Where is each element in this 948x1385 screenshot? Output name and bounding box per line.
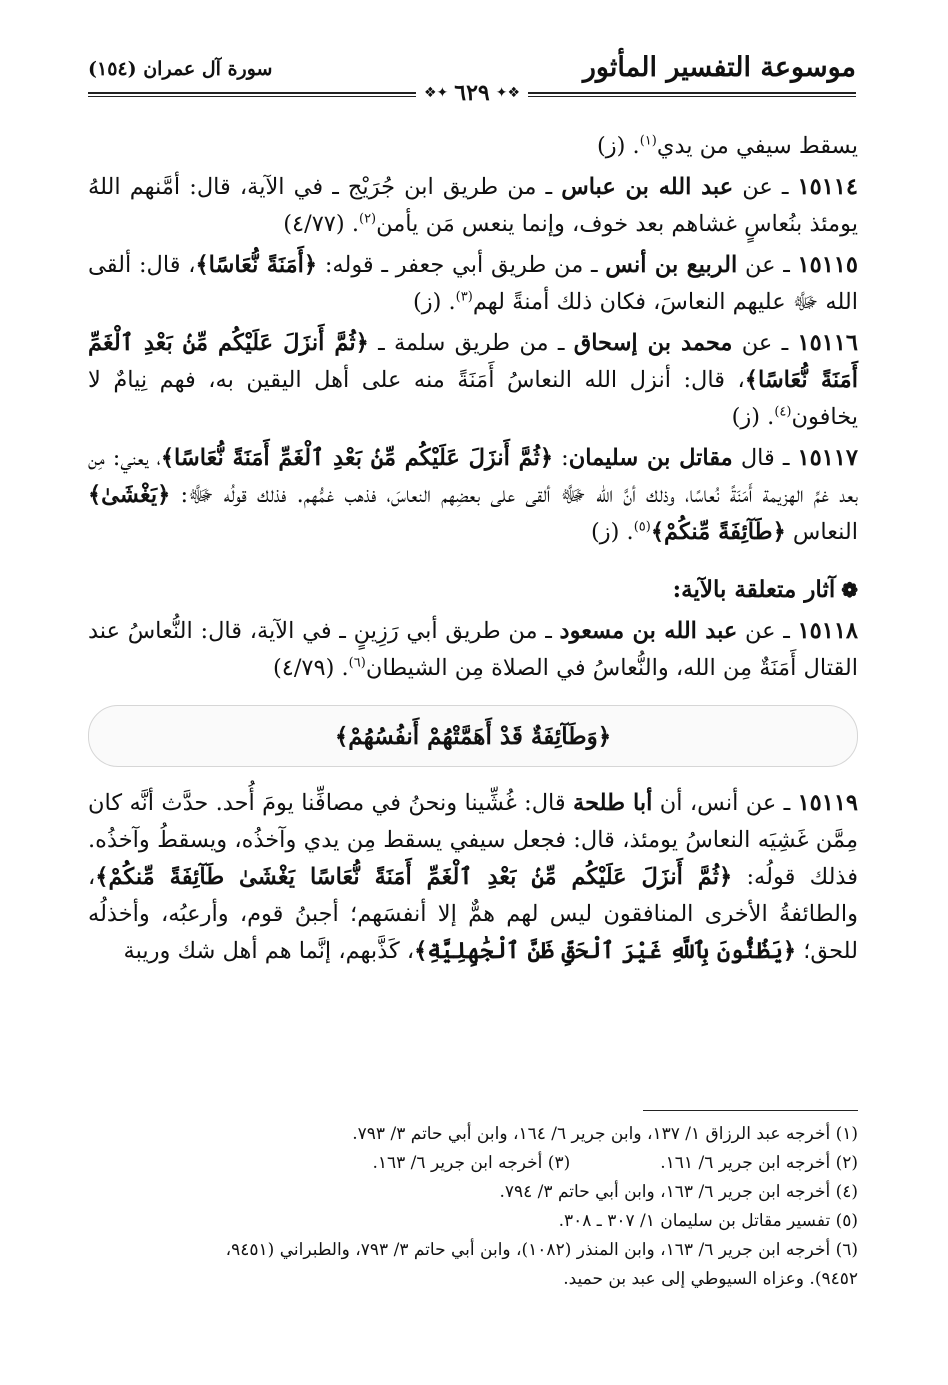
narration-15117 — [88, 440, 858, 551]
para-text: ـ عن — [737, 252, 798, 278]
narrator-name: عبد الله بن مسعود — [559, 618, 738, 644]
footnote-ref[interactable]: (١) — [639, 133, 657, 149]
quran-quote: ﴿طَآئِفَةً مِّنكُمْ﴾ — [650, 519, 786, 545]
footnote-3: (٣) أخرجه ابن جرير ٦/ ١٦٣. — [372, 1153, 571, 1173]
section-heading — [88, 571, 858, 609]
surah-title: سورة آل عمران (١٥٤) — [88, 58, 273, 80]
footnote-ref[interactable]: (٤) — [774, 404, 792, 420]
para-text: ، والطائفةُ الأخرى المنافقون ليس لهم همٌّ إلا أنفسَهم؛ أجبنُ قوم، وأرعبُه، وأخذلُه للحق؛ — [88, 864, 858, 964]
para-text: ، قال: ألقى الله ﷻ عليهم النعاسَ، فكان ذلك أمنةً لهم — [88, 252, 858, 315]
footnote-6-continued: ٩٤٥٢). وعزاه السيوطي إلى عبد بن حميد. — [563, 1269, 858, 1289]
narration-number: ١٥١١٥ — [797, 252, 858, 278]
ornament-right-icon: ✦❖ — [495, 85, 521, 101]
para-text: ـ من طريق ابن جُرَيْج ـ في الآية، قال: أمَّنهم اللهُ يومئذ بنُعاسٍ غشاهم بعد خوف، وإنما ينعس مَن يأمن — [88, 174, 858, 237]
verse-heading-box — [88, 705, 858, 767]
narrator-name: الربيع بن أنس — [605, 252, 738, 278]
narration-number: ١٥١١٦ — [797, 330, 858, 356]
narration-15114 — [88, 169, 858, 243]
narrator-name: أبا طلحة — [573, 790, 653, 816]
para-text: ـ عن — [737, 618, 798, 644]
page-number-group — [416, 80, 528, 106]
para-text: ـ عن أنس، أن — [652, 790, 798, 816]
para-tail: . (ز) — [731, 404, 775, 430]
quran-quote: ﴿يَظُنُّونَ بِٱللَّهِ غَيْرَ ٱلْحَقِّ ظَنَّ ٱلْجَٰهِلِيَّةِ﴾ — [414, 938, 797, 964]
para-text: النعاس — [785, 519, 858, 545]
para-text: : — [553, 445, 569, 471]
para-text: قال: غُشِّينا ونحنُ في مصافِّنا يومَ أُحد. حدَّث أنَّه كان مِمَّن غَشِيَه النعاسُ يومئذ، قال: فجعل سيفي يسقط مِن يدي وآخذُه، ويسقطُ وآخذُه. فذلك قولُه: — [88, 790, 858, 890]
footnote-ref[interactable]: (٢) — [358, 211, 377, 227]
narration-15116 — [88, 325, 858, 436]
flower-ornament-icon: ❁ — [841, 578, 858, 602]
footnote-6: (٦) أخرجه ابن جرير ٦/ ١٦٣، وابن المنذر (١٠٨٢)، وابن أبي حاتم ٣/ ٧٩٣، والطبراني (٩٤٥١، — [225, 1240, 858, 1260]
footnote-row-2-3 — [88, 1149, 858, 1178]
narration-15118 — [88, 613, 858, 687]
narration-15119 — [88, 785, 858, 970]
para-text: ـ من طريق سلمة ـ — [368, 330, 574, 356]
main-text — [88, 128, 858, 974]
quran-quote: ﴿ثُمَّ أَنزَلَ عَلَيْكُم مِّنۢ بَعْدِ ٱلْغَمِّ أَمَنَةً نُّعَاسًا﴾ — [160, 445, 554, 471]
paragraph-continuation — [88, 128, 858, 165]
narration-number: ١٥١١٩ — [797, 790, 859, 816]
para-tail: . (٤/٧٧) — [283, 211, 359, 237]
para-text: ، كَذَّبهم، إنَّما هم أهل شك وريبة — [123, 938, 415, 964]
para-text: ، يعني: مِن بعد غمِّ الهزيمة أَمَنَةً نُعاسًا، وذلك أنَّ الله ﷻ ألقى على بعضِهم النعاسَ، فذهب غمُّهم. فذلك قولُه ﷻ: — [88, 445, 858, 508]
footnotes — [88, 1120, 858, 1294]
footnote-separator — [643, 1110, 858, 1111]
book-title: موسوعة التفسير المأثور — [582, 52, 856, 83]
footnote-ref[interactable]: (٥) — [633, 519, 651, 535]
para-text: ، قال: أنزل الله النعاسُ أَمَنَةً منه على أهل اليقين به، فهم نِيامٌ لا يخافون — [88, 367, 858, 430]
narrator-name: مقاتل بن سليمان — [568, 445, 733, 471]
para-text: ـ من طريق أبي جعفر ـ قوله: — [317, 252, 606, 278]
footnote-2: (٢) أخرجه ابن جرير ٦/ ١٦١. — [660, 1153, 858, 1173]
quran-quote: ﴿أَمَنَةً نُّعَاسًا﴾ — [195, 252, 318, 278]
para-text: ـ عن — [732, 330, 798, 356]
footnote-ref[interactable]: (٦) — [348, 655, 366, 671]
footnote-ref[interactable]: (٣) — [455, 289, 473, 305]
section-heading-text: آثار متعلقة بالآية: — [672, 576, 836, 603]
para-tail: . (ز) — [590, 519, 634, 545]
narrator-name: عبد الله بن عباس — [561, 174, 734, 200]
narration-number: ١٥١١٧ — [797, 445, 858, 471]
narrator-name: محمد بن إسحاق — [573, 330, 733, 356]
para-text: ـ عن — [733, 174, 798, 200]
narration-15115 — [88, 247, 858, 321]
page-header — [88, 52, 856, 106]
para-tail: . (ز) — [412, 289, 456, 315]
para-tail: . (٤/٧٩) — [272, 655, 349, 681]
ornament-left-icon: ❖✦ — [423, 85, 449, 101]
footnote-1: (١) أخرجه عبد الرزاق ١/ ١٣٧، وابن جرير ٦/ ١٦٤، وابن أبي حاتم ٣/ ٧٩٣. — [352, 1124, 858, 1144]
para-tail: . (ز) — [596, 133, 640, 159]
para-text: ـ من طريق أبي رَزِينٍ ـ في الآية، قال: النُّعاسُ عند القتال أَمَنَةٌ مِن الله، والنُّعاسُ في الصلاة مِن الشيطان — [88, 618, 858, 681]
quran-quote: ﴿يَغْشَىٰ﴾ — [88, 482, 171, 508]
footnote-4: (٤) أخرجه ابن جرير ٦/ ١٦٣، وابن أبي حاتم ٣/ ٧٩٤. — [499, 1182, 858, 1202]
footnote-5: (٥) تفسير مقاتل بن سليمان ١/ ٣٠٧ ـ ٣٠٨. — [558, 1211, 858, 1231]
para-text: يسقط سيفي من يدي — [656, 133, 858, 159]
page-number: ٦٢٩ — [454, 80, 490, 106]
narration-number: ١٥١١٤ — [797, 174, 858, 200]
quran-quote: ﴿ثُمَّ أَنزَلَ عَلَيْكُم مِّنۢ بَعْدِ ٱلْغَمِّ أَمَنَةً نُّعَاسًا﴾ — [88, 330, 858, 393]
quran-quote: ﴿ثُمَّ أَنزَلَ عَلَيْكُم مِّنۢ بَعْدِ ٱلْغَمِّ أَمَنَةً نُّعَاسًا يَغْشَىٰ طَآئِفَةً مِّنكُمْ﴾ — [95, 864, 733, 890]
narration-number: ١٥١١٨ — [797, 618, 858, 644]
para-text: ـ قال — [732, 445, 798, 471]
verse-heading: ﴿وَطَآئِفَةٌ قَدْ أَهَمَّتْهُمْ أَنفُسُهُمْ﴾ — [334, 722, 612, 750]
